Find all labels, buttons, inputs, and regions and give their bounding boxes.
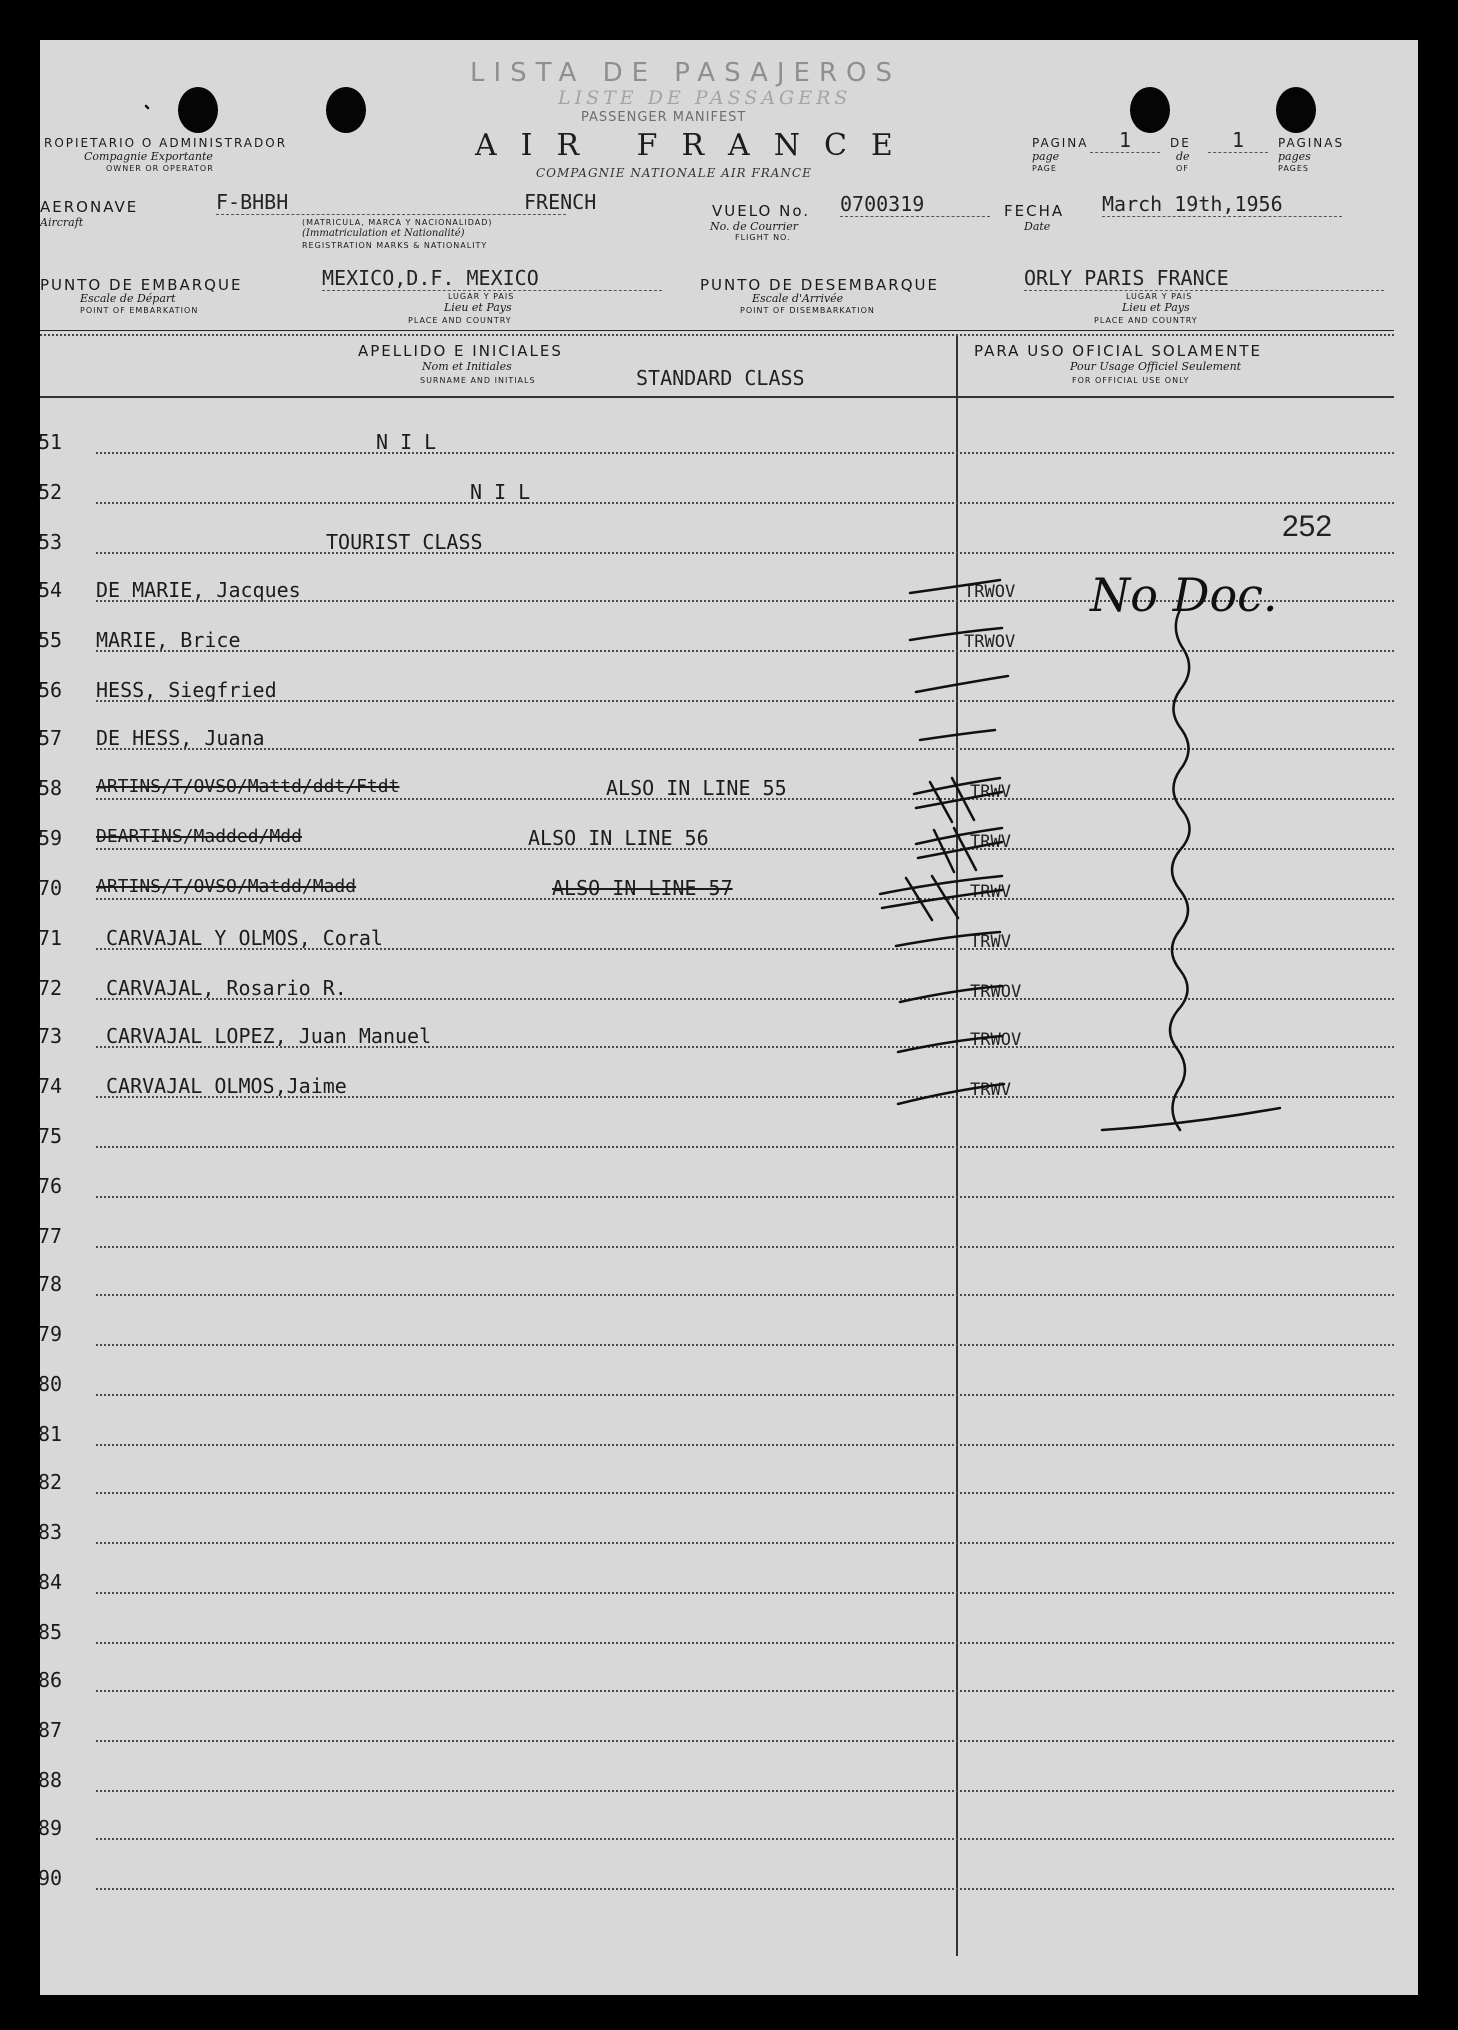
surname-header-fr: Nom et Initiales — [422, 360, 512, 373]
manifest-page — [40, 40, 1418, 1995]
row-number: 56 — [38, 678, 63, 702]
official-code: TRWOV — [970, 982, 1022, 1002]
pages-label-es: PAGINAS — [1278, 136, 1345, 150]
row-number: 78 — [38, 1272, 63, 1296]
duplicate-note: ALSO IN LINE 56 — [528, 826, 709, 850]
registration-note-en: REGISTRATION MARKS & NATIONALITY — [302, 241, 488, 250]
official-code: TRWOV — [964, 632, 1016, 652]
official-code: TRWV — [970, 1080, 1011, 1100]
company-name: COMPAGNIE NATIONALE AIR FRANCE — [536, 166, 812, 180]
row-number: 85 — [38, 1620, 63, 1644]
row-number: 83 — [38, 1520, 63, 1544]
embark-place-es: LUGAR Y PAIS — [448, 292, 515, 301]
official-code: TRWOV — [964, 582, 1016, 602]
date-label-fr: Date — [1024, 220, 1051, 233]
check-mark — [900, 986, 1002, 1002]
row-number: 73 — [38, 1024, 63, 1048]
passenger-name: TOURIST CLASS — [326, 530, 483, 554]
row-number: 84 — [38, 1570, 63, 1594]
pages-label-en: PAGES — [1278, 164, 1309, 173]
official-header-es: PARA USO OFICIAL SOLAMENTE — [974, 342, 1262, 360]
title-en: PASSENGER MANIFEST — [581, 110, 747, 125]
row-number: 59 — [38, 826, 63, 850]
pages-label-fr: pages — [1278, 150, 1311, 163]
flight-label-fr: No. de Courrier — [710, 220, 799, 233]
passenger-name: DE MARIE, Jacques — [96, 578, 301, 602]
official-code: TRWV — [970, 932, 1011, 952]
cross-out — [918, 842, 1002, 858]
row-number: 80 — [38, 1372, 63, 1396]
row-number: 72 — [38, 976, 63, 1000]
row-number: 55 — [38, 628, 63, 652]
row-number: 89 — [38, 1816, 63, 1840]
official-header-fr: Pour Usage Officiel Seulement — [1070, 360, 1242, 373]
passenger-name: CARVAJAL Y OLMOS, Coral — [106, 926, 383, 950]
cross-out — [916, 792, 1002, 808]
stamp-number: 252 — [1282, 510, 1333, 543]
passenger-name: DE HESS, Juana — [96, 726, 265, 750]
official-code: TRWOV — [970, 1030, 1022, 1050]
disembark-place-es: LUGAR Y PAIS — [1126, 292, 1193, 301]
row-number: 82 — [38, 1470, 63, 1494]
embark-label-es: PUNTO DE EMBARQUE — [40, 276, 243, 294]
embark-place-fr: Lieu et Pays — [444, 301, 512, 314]
passenger-name: CARVAJAL OLMOS,Jaime — [106, 1074, 347, 1098]
row-number: 53 — [38, 530, 63, 554]
aircraft-label-fr: Aircraft — [40, 216, 84, 229]
duplicate-note: ALSO IN LINE 57 — [552, 876, 733, 900]
of-label-en: OF — [1176, 164, 1189, 173]
disembark-value: ORLY PARIS FRANCE — [1024, 266, 1384, 291]
duplicate-note: ALSO IN LINE 55 — [606, 776, 787, 800]
registration-note-es: (MATRICULA, MARCA Y NACIONALIDAD) — [302, 218, 493, 227]
embark-label-fr: Escale de Départ — [80, 292, 176, 305]
check-mark — [898, 1084, 1004, 1104]
surname-header-en: SURNAME AND INITIALS — [420, 376, 536, 385]
passenger-name: CARVAJAL, Rosario R. — [106, 976, 347, 1000]
row-number: 77 — [38, 1224, 63, 1248]
embark-place-en: PLACE AND COUNTRY — [408, 316, 512, 325]
check-mark — [898, 1036, 1002, 1052]
row-number: 51 — [38, 430, 63, 454]
row-number: 70 — [38, 876, 63, 900]
row-number: 57 — [38, 726, 63, 750]
title-fr: LISTE DE PASSAGERS — [558, 87, 852, 109]
official-code: TRWV — [970, 782, 1011, 802]
disembark-place-fr: Lieu et Pays — [1122, 301, 1190, 314]
of-label-es: DE — [1170, 136, 1191, 150]
flight-label-es: VUELO No. — [712, 202, 811, 220]
passenger-name: MARIE, Brice — [96, 628, 241, 652]
page-label-fr: page — [1032, 150, 1060, 163]
row-number: 52 — [38, 480, 63, 504]
row-number: 86 — [38, 1668, 63, 1692]
date-label-es: FECHA — [1004, 202, 1065, 220]
check-mark — [910, 628, 1002, 640]
disembark-place-en: PLACE AND COUNTRY — [1094, 316, 1198, 325]
flight-date: March 19th,1956 — [1102, 192, 1342, 217]
hand-marks — [40, 40, 1418, 1995]
standard-class-label: STANDARD CLASS — [636, 366, 805, 390]
owner-label-fr: Compagnie Exportante — [84, 150, 213, 163]
official-code: TRWV — [970, 882, 1011, 902]
page-label-es: PAGINA — [1032, 136, 1089, 150]
passenger-name-struck: ARTINS/T/OVSO/Matdd/Madd — [96, 876, 357, 897]
check-mark — [916, 676, 1008, 692]
passenger-name-struck: DEARTINS/Madded/Mdd — [96, 826, 302, 847]
registration-note-fr: (Immatriculation et Nationalité) — [302, 228, 465, 239]
aircraft-nationality: FRENCH — [524, 190, 597, 214]
title-es: LISTA DE PASAJEROS — [470, 58, 901, 88]
of-label-fr: de — [1176, 150, 1190, 163]
flight-number: 0700319 — [840, 192, 990, 217]
disembark-label-fr: Escale d'Arrivée — [752, 292, 844, 305]
ink-dot — [146, 106, 148, 108]
aircraft-label-es: AERONAVE — [40, 198, 139, 216]
embark-label-en: POINT OF EMBARKATION — [80, 306, 199, 315]
row-number: 71 — [38, 926, 63, 950]
official-header-en: FOR OFFICIAL USE ONLY — [1072, 376, 1190, 385]
check-mark — [910, 580, 1000, 593]
total-pages: 1 — [1208, 128, 1268, 153]
row-number: 76 — [38, 1174, 63, 1198]
embark-value: MEXICO,D.F. MEXICO — [322, 266, 662, 291]
passenger-name: N I L — [376, 430, 437, 454]
airline-name: AIR FRANCE — [475, 128, 917, 163]
official-code: TRWV — [970, 832, 1011, 852]
row-number: 88 — [38, 1768, 63, 1792]
check-mark — [896, 932, 1000, 946]
wavy-bracket — [1170, 610, 1190, 1130]
row-number: 75 — [38, 1124, 63, 1148]
underline-stroke — [1102, 1108, 1280, 1130]
row-number: 87 — [38, 1718, 63, 1742]
passenger-name: N I L — [470, 480, 531, 504]
passenger-name-struck: ARTINS/T/OVSO/Mattd/ddt/Ftdt — [96, 776, 400, 797]
owner-label-es: ROPIETARIO O ADMINISTRADOR — [44, 136, 288, 150]
row-number: 90 — [38, 1866, 63, 1890]
surname-header-es: APELLIDO E INICIALES — [358, 342, 563, 360]
page-label-en: PAGE — [1032, 164, 1057, 173]
disembark-label-es: PUNTO DE DESEMBARQUE — [700, 276, 939, 294]
row-number: 79 — [38, 1322, 63, 1346]
handwritten-note: No Doc. — [1090, 568, 1278, 622]
disembark-label-en: POINT OF DISEMBARKATION — [740, 306, 875, 315]
row-number: 81 — [38, 1422, 63, 1446]
owner-label-en: OWNER OR OPERATOR — [106, 164, 214, 173]
page-number: 1 — [1090, 128, 1160, 153]
row-number: 74 — [38, 1074, 63, 1098]
row-number: 54 — [38, 578, 63, 602]
check-mark — [920, 730, 995, 740]
row-number: 58 — [38, 776, 63, 800]
passenger-name: CARVAJAL LOPEZ, Juan Manuel — [106, 1024, 432, 1048]
passenger-name: HESS, Siegfried — [96, 678, 277, 702]
flight-label-en: FLIGHT NO. — [735, 233, 791, 242]
aircraft-registration: F-BHBH — [216, 190, 566, 215]
